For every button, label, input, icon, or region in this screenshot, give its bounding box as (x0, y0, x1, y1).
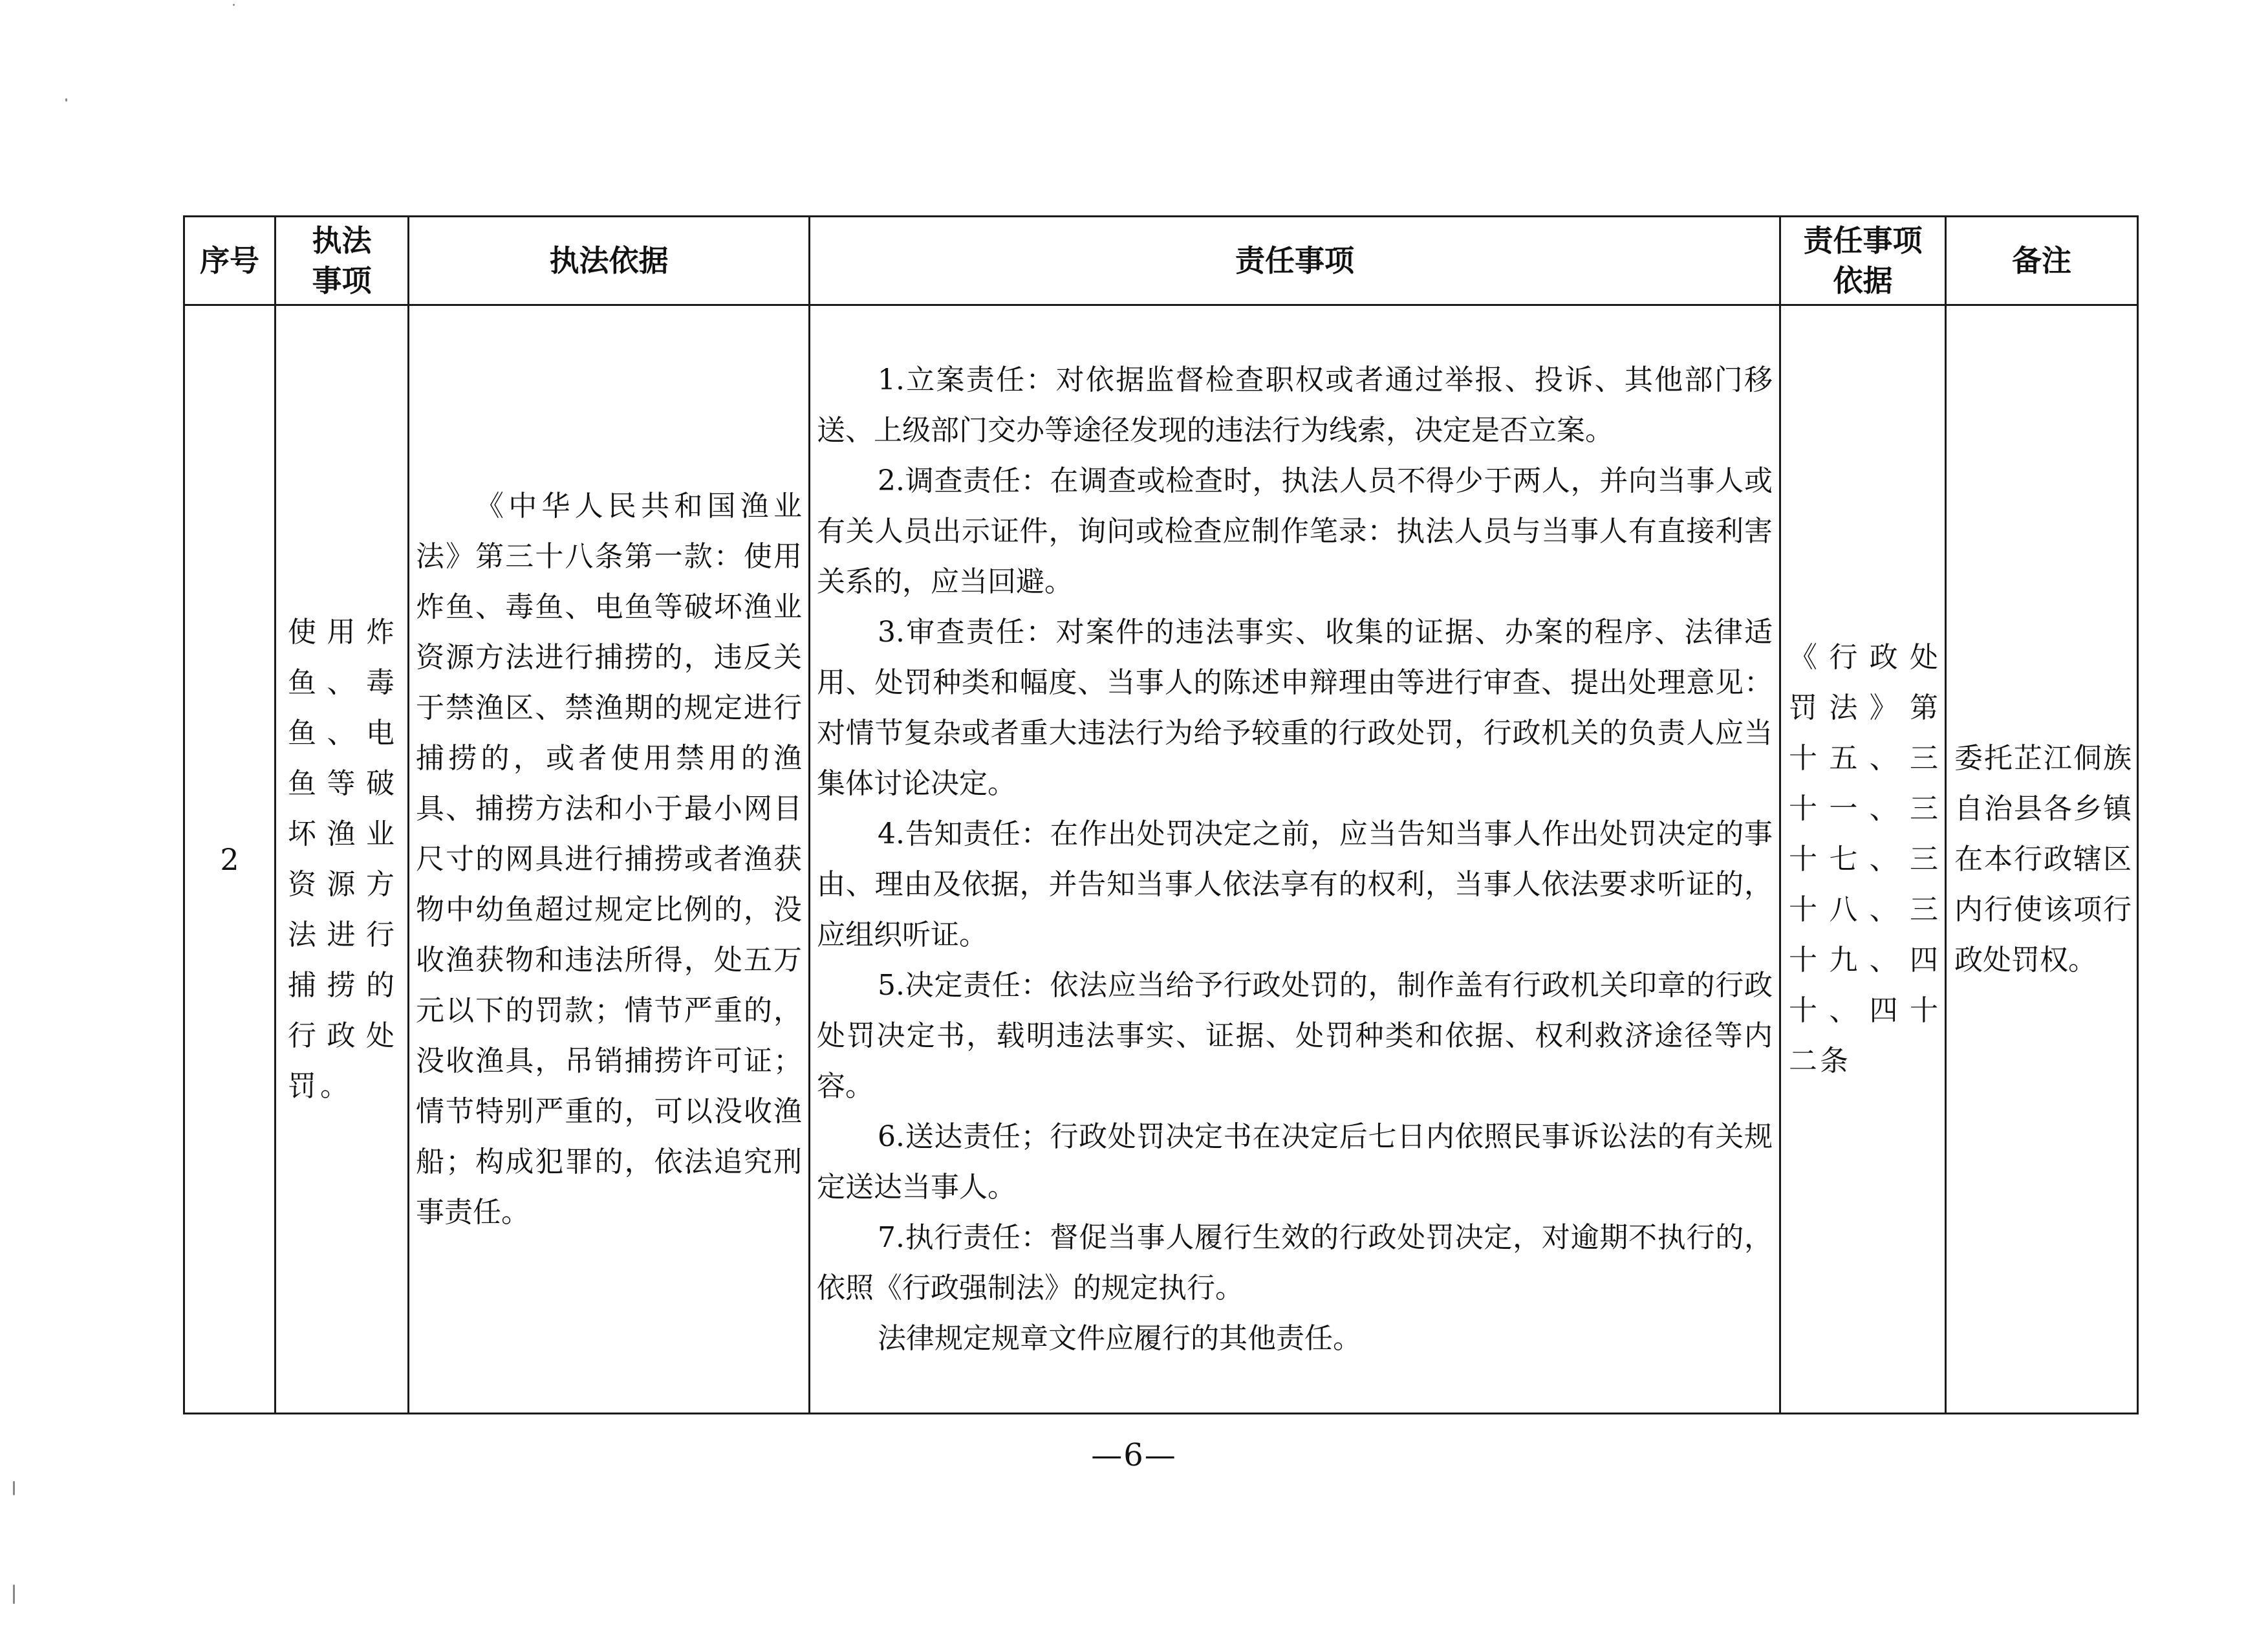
scan-speck (233, 4, 235, 6)
page-number: —6— (1091, 1437, 1177, 1473)
header-responsibility: 责任事项 (810, 217, 1780, 305)
responsibility-delivery: 6.送达责任；行政处罚决定书在决定后七日内依照民事诉讼法的有关规定送达当事人。 (817, 1120, 1773, 1204)
header-responsibility-basis-label: 责任事项依据 (1803, 223, 1923, 298)
legal-basis-text: 《中华人民共和国渔业法》第三十八条第一款：使用炸鱼、毒鱼、电鱼等破坏渔业资源方法进行捕捞的，违反关于禁渔区、禁渔期的规定进行捕捞的，或者使用禁用的渔具、捕捞方法和小于最小网目尺寸的网具进行捕捞或者渔获物中幼鱼超过规定比例的，没收渔获物和违法所得，处五万元以下的罚款；情节严重的，没收渔具，吊销捕捞许可证；情节特别严重的，可以没收渔船；构成犯罪的，依法追究刑事责任。 (416, 489, 802, 1229)
scan-speck (13, 1481, 15, 1495)
enforcement-table (183, 215, 2139, 1414)
enforcement-item-cell (275, 305, 409, 1414)
header-responsibility-basis (1780, 217, 1946, 305)
header-basis: 执法依据 (409, 217, 810, 305)
responsibility-decision: 5.决定责任：依法应当给予行政处罚的，制作盖有行政机关印章的行政处罚决定书，载明违法事实、证据、处罚种类和依据、权利救济途径等内容。 (817, 968, 1773, 1103)
legal-basis-cell (409, 305, 810, 1414)
note-text: 委托芷江侗族自治县各乡镇在本行政辖区内行使该项行政处罚权。 (1954, 741, 2132, 977)
header-item (275, 217, 409, 305)
responsibilities-cell (810, 305, 1780, 1414)
header-item-label: 执法事项 (312, 223, 372, 298)
header-no: 序号 (184, 217, 275, 305)
row-number: 2 (184, 305, 275, 1414)
responsibility-notification: 4.告知责任：在作出处罚决定之前，应当告知当事人作出处罚决定的事由、理由及依据，并告知当事人依法享有的权利，当事人依法要求听证的，应组织听证。 (817, 817, 1773, 951)
enforcement-item-text: 使用炸鱼、毒鱼、电鱼等破坏渔业资源方法进行捕捞的行政处罚。 (288, 615, 398, 1103)
responsibility-filing: 1.立案责任：对依据监督检查职权或者通过举报、投诉、其他部门移送、上级部门交办等途径发现的违法行为线索，决定是否立案。 (817, 363, 1773, 447)
header-note: 备注 (1946, 217, 2138, 305)
responsibility-investigation: 2.调查责任：在调查或检查时，执法人员不得少于两人，并向当事人或有关人员出示证件，询问或检查应制作笔录：执法人员与当事人有直接利害关系的，应当回避。 (817, 464, 1773, 598)
responsibility-other: 法律规定规章文件应履行的其他责任。 (878, 1321, 1361, 1355)
scan-speck (13, 1585, 15, 1604)
scan-speck (65, 98, 67, 102)
table-header (184, 217, 2138, 305)
responsibility-basis-cell (1780, 305, 1946, 1414)
responsibility-basis-text: 《行政处罚法》第十五、三十一、三十七、三十八、三十九、四十、四十二条 (1789, 640, 1941, 1077)
responsibility-review: 3.审查责任：对案件的违法事实、收集的证据、办案的程序、法律适用、处罚种类和幅度、当事人的陈述申辩理由等进行审查、提出处理意见：对情节复杂或者重大违法行为给予较重的行政处罚，行政机关的负责人应当集体讨论决定。 (817, 615, 1773, 800)
header-row (184, 217, 2138, 305)
note-cell (1946, 305, 2138, 1414)
responsibility-execution: 7.执行责任：督促当事人履行生效的行政处罚决定，对逾期不执行的，依照《行政强制法》的规定执行。 (817, 1220, 1773, 1305)
table-row (184, 305, 2138, 1414)
